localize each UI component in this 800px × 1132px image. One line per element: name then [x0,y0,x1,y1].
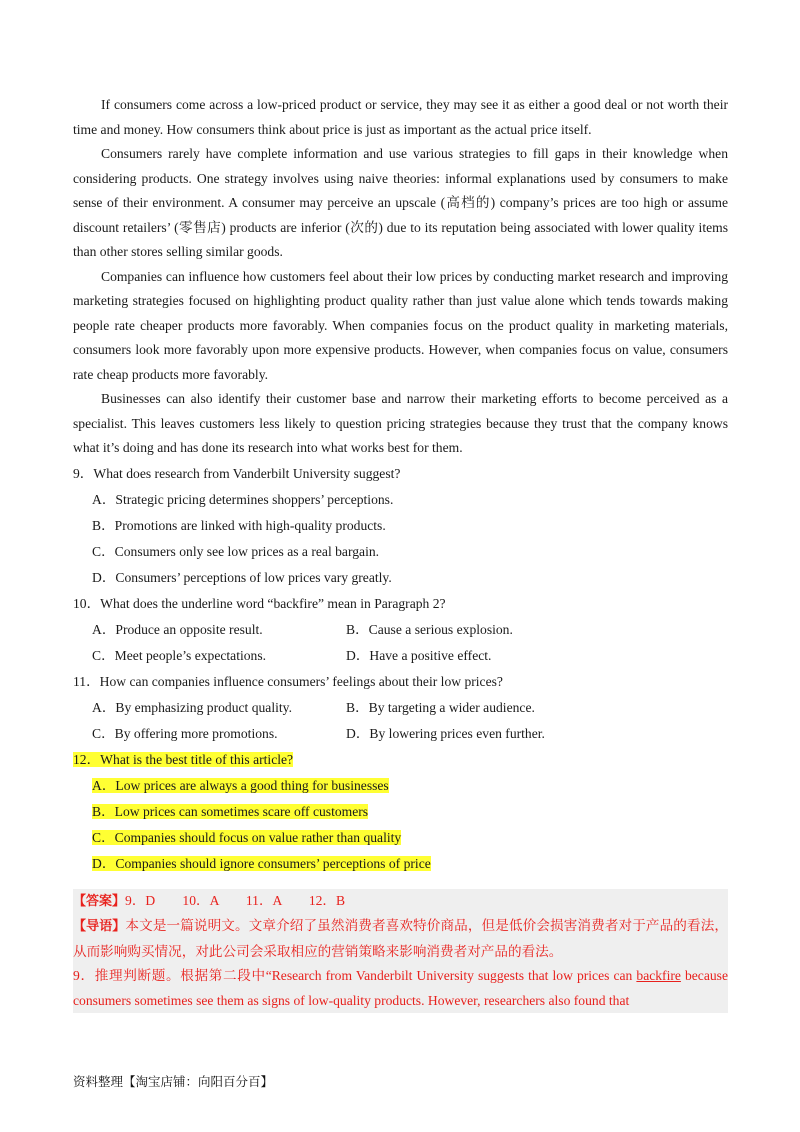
question-11-option-d: D．By lowering prices even further. [346,725,545,741]
question-10-stem: 10．What does the underline word “backfire” mean in Paragraph 2? [73,595,446,611]
analysis-prefix: 9．推理判断题。根据第二段中“Research from Vanderbilt University suggests that low prices can [73,968,637,983]
question-10-options-row-2 [92,643,728,669]
question-11-options-row-1 [92,695,728,721]
answer-item-11: 11．A [245,892,282,908]
analysis-underlined-word: backfire [636,968,681,983]
question-11-option-b: B．By targeting a wider audience. [346,699,535,715]
question-11-options-row-2 [92,721,728,747]
guide-label: 【导语】 [73,919,126,934]
question-9-stem: 9．What does research from Vanderbilt University suggest? [73,465,401,481]
question-11-option-c: C．By offering more promotions. [92,725,278,741]
answer-label: 【答案】 [73,893,126,909]
answer-item-12: 12．B [308,892,346,908]
answer-analysis-block [73,889,728,1014]
question-10-options-row-1 [92,617,728,643]
analysis-suffix: because consumers sometimes see them as signs of low-quality products. However, researchers also found that [73,968,728,1008]
guide-line [73,914,728,964]
question-12-option-a: A．Low prices are always a good thing for businesses [92,777,389,793]
question-10-option-b: B．Cause a serious explosion. [346,621,513,637]
paragraph-2: Consumers rarely have complete information and use various strategies to fill gaps in their knowledge when considering products. One strategy involves using naive theories: informal explanations used by consumers to make sense of their environment. A consumer may perceive an upscale (高档的) company’s prices are too high or assume discount retailers’ (零售店) products are inferior (次的) due to its reputation being associated with lower quality items than other stores selling similar goods. [73,146,728,259]
paragraph-1: If consumers come across a low-priced product or service, they may see it as either a good deal or not worth their time and money. How consumers think about price is just as important as the actual price itself. [73,97,728,137]
question-10 [73,591,728,669]
question-9-option-d: D．Consumers’ perceptions of low prices vary greatly. [92,569,392,585]
question-9-option-c: C．Consumers only see low prices as a real bargain. [92,543,380,559]
question-12 [73,747,728,877]
question-12-option-b: B．Low prices can sometimes scare off customers [92,803,369,819]
question-9-option-b: B．Promotions are linked with high-quality products. [92,517,386,533]
question-11 [73,669,728,747]
guide-text: 本文是一篇说明文。文章介绍了虽然消费者喜欢特价商品，但是低价会损害消费者对于产品的看法，从而影响购买情况，对此公司会采取相应的营销策略来影响消费者对产品的看法。 [73,918,728,959]
question-11-option-a: A．By emphasizing product quality. [92,699,292,715]
answer-item-9: 9．D [125,892,156,908]
question-12-option-d: D．Companies should ignore consumers’ perceptions of price [92,855,431,871]
question-12-option-c: C．Companies should focus on value rather than quality [92,829,402,845]
page-footer: 资料整理【淘宝店铺：向阳百分百】 [73,1074,274,1089]
document-page [73,93,728,1013]
question-11-stem: 11．How can companies influence consumers’ feelings about their low prices? [73,673,503,689]
paragraph-4: Businesses can also identify their customer base and narrow their marketing efforts to become perceived as a specialist. This leaves customers less likely to question pricing strategies because they trust that the company knows what it’s doing and has done its research into what works best for them. [73,391,728,455]
answer-key-line [73,889,728,915]
question-9-option-a: A．Strategic pricing determines shoppers’ perceptions. [92,491,394,507]
analysis-line [73,964,728,1013]
question-12-stem: 12．What is the best title of this article? [73,751,294,767]
answer-item-10: 10．A [182,892,219,908]
question-10-option-a: A．Produce an opposite result. [92,621,263,637]
paragraph-3: Companies can influence how customers feel about their low prices by conducting market research and improving marketing strategies focused on highlighting product quality rather than just value alone which tends towards making people rate cheaper products more favorably. When companies focus on the product quality in marketing materials, consumers look more favorably upon more expensive products. However, when companies focus on value, consumers rate cheap products more favorably. [73,268,728,382]
question-10-option-c: C．Meet people’s expectations. [92,647,267,663]
question-9 [73,461,728,591]
question-10-option-d: D．Have a positive effect. [346,647,492,663]
